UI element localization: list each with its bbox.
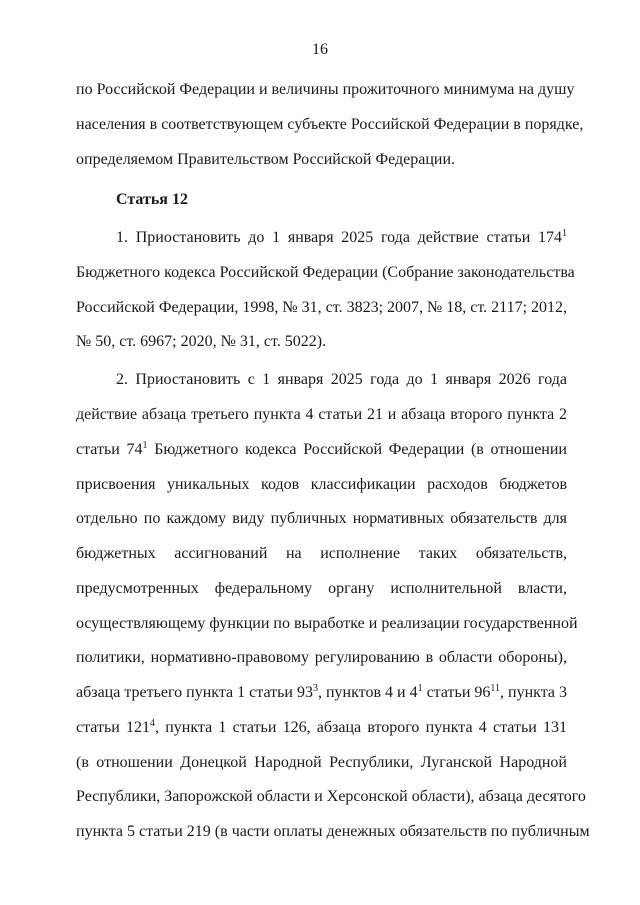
- text-fragment: 2. Приостановить с 1 января 2025 года до 1 января 2026 года: [116, 371, 567, 389]
- superscript: 1: [142, 439, 148, 451]
- text-fragment: 1. Приостановить до 1 января 2025 года действие статьи 174: [116, 229, 562, 246]
- text-fragment: осуществляющему функции по выработке и реализации государственной: [76, 614, 578, 632]
- text-line: [76, 80, 575, 115]
- text-line: [76, 228, 567, 263]
- text-line: [76, 509, 567, 544]
- text-fragment: (в отношении Донецкой Народной Республики, Луганской Народной: [76, 753, 567, 771]
- text-line: [76, 718, 567, 753]
- text-fragment: политики, нормативно-правовому регулированию в области обороны),: [76, 649, 567, 667]
- superscript: 1: [562, 228, 567, 239]
- text-fragment: пункта 5 статьи 219 (в части оплаты денежных обязательств по публичным: [76, 823, 590, 840]
- text-line: [76, 683, 567, 718]
- text-line: [76, 298, 567, 333]
- text-line: [76, 263, 575, 298]
- text-fragment: , пункта 1 статьи 126, абзаца второго пункта 4 статьи 131: [155, 718, 568, 736]
- text-line: [76, 440, 567, 475]
- text-line: [76, 332, 567, 370]
- text-line: [76, 614, 578, 649]
- page-number: 16: [312, 41, 328, 58]
- text-fragment: Бюджетного кодекса Российской Федерации (Собрание законодательства: [76, 263, 575, 281]
- text-fragment: статьи 96: [422, 684, 491, 701]
- text-fragment: статьи 121: [76, 718, 151, 736]
- text-fragment: по Российской Федерации и величины прожиточного минимума на душу: [76, 81, 575, 98]
- text-line: [76, 475, 567, 510]
- text-fragment: присвоения уникальных кодов классификации расходов бюджетов: [76, 475, 567, 493]
- text-fragment: абзаца третьего пункта 1 статьи 93: [76, 684, 313, 701]
- superscript: 11: [490, 683, 501, 694]
- text-line: [76, 150, 567, 191]
- text-fragment: Республики, Запорожской области и Херсонской области), абзаца десятого: [76, 788, 586, 806]
- text-line: [76, 822, 590, 857]
- text-fragment: определяемом Правительством Российской Федерации.: [76, 150, 456, 168]
- text-fragment: действие абзаца третьего пункта 4 статьи 21 и абзаца второго пункта 2: [76, 406, 567, 423]
- text-fragment: статьи 74: [76, 440, 143, 458]
- superscript: 1: [417, 683, 423, 694]
- text-line: [76, 648, 567, 683]
- text-line: [76, 787, 586, 822]
- text-line: [76, 579, 567, 614]
- text-fragment: Бюджетного кодекса Российской Федерации (в отношении: [147, 440, 567, 458]
- text-fragment: Российской Федерации, 1998, № 31, ст. 3823; 2007, № 18, ст. 2117; 2012,: [76, 298, 568, 316]
- text-line: [76, 370, 567, 405]
- text-fragment: предусмотренных федеральному органу исполнительной власти,: [76, 579, 567, 597]
- article-heading-text: Статья 12: [116, 191, 188, 208]
- superscript: 4: [150, 717, 156, 729]
- article-heading: [76, 190, 567, 228]
- superscript: 3: [312, 683, 318, 694]
- text-fragment: отдельно по каждому виду публичных нормативных обязательств для: [76, 510, 567, 528]
- text-fragment: бюджетных ассигнований на исполнение таких обязательств,: [76, 545, 567, 562]
- text-line: [76, 544, 567, 579]
- text-line: [76, 405, 567, 440]
- text-fragment: , пунктов 4 и 4: [317, 684, 418, 701]
- text-line: [76, 753, 567, 788]
- text-fragment: , пункта 3: [500, 684, 568, 701]
- text-fragment: населения в соответствующем субъекте Российской Федерации в порядке,: [76, 115, 584, 133]
- text-fragment: № 50, ст. 6967; 2020, № 31, ст. 5022).: [76, 333, 327, 351]
- document-body: [76, 80, 590, 857]
- text-line: [76, 115, 584, 150]
